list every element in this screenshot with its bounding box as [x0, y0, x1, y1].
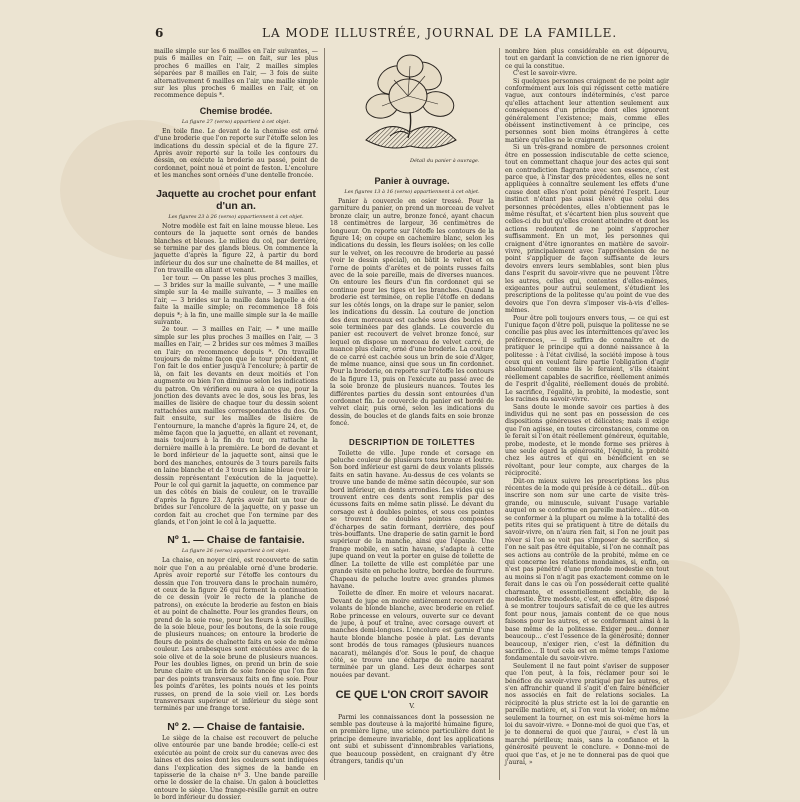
paragraph: maille simple sur les 6 mailles en l'air suivantes, — puis 6 mailles en l'air, — on fait, sur les plus proches 6 mailles en l'air, 2 mailles simples séparées par 8 mailles en l'air, — 3 fois de suite alternativement 6 mailles en l'air, une maille simple sur les plus proches 6 mailles en l'air, et on recommence depuis *. [154, 48, 318, 100]
paragraph: 1er tour. — On passe les plus proches 3 mailles, — 3 brides sur la maille suivante, — * une maille simple sur la 4e maille suivante, — 3 mailles en l'air, — 3 brides sur la maille dans laquelle a été faite la maille simple; on recommence 18 fois depuis *; à la fin, une maille simple sur la 4e maille suivante. [154, 274, 318, 326]
section-title-panier: Panier à ouvrage. [374, 176, 450, 186]
left-column [154, 48, 318, 802]
paragraph: Si un très-grand nombre de personnes croient être en possession indiscutable de cette science, tout en commettant chaque jour des actes qui sont en contradiction flagrante avec son essence, c'est parce que, à l'instar des précédentes, elles ne sont appliquées à connaître seulement les effets d'une cause dont elles n'ont point pénétré l'esprit. Leur instinct n'étant pas aussi élevé que celui des personnes précédentes, elles n'obtiennent pas le même résultat, et s'écartent bien plus souvent que celles-ci du but qu'elles croient atteindre et dont les actions redoutent de ne point s'approcher suffisamment. En un mot, les personnes qui craignent d'être ignorantes en matière de savoir-vivre, principalement avec l'appréhension de ne point s'appliquer de façon suffisante de leurs devoirs envers leurs semblables, sont bien plus dans l'esprit du savoir-vivre que ne peuvent l'être les autres, celles qui, contentes d'elles-mêmes, exigeantes pour autrui seulement, s'étudient les prescriptions de la politesse qu'au point de vue des devoirs que l'on devra s'imposer vis-à-vis d'elles-mêmes. [505, 144, 669, 315]
paragraph: Toilette de ville. Jupe ronde et corsage en peluche couleur de plusieurs tons bronze et loutre. Son bord inférieur est garni de deux volants plissés faits en satin havane. Au-dessus de ces volants se trouve une bande de même satin découpée, sur son bord inférieur, en dents arrondies. Les vides qui se trouvent entre ces dents sont remplis par des écussons faits en même satin plissé. Le devant du corsage est à doubles pointes, et sous ces pointes se trouvent de doubles pointes composées d'écharpes de satin formant, derrière, des pouf très-bouffants. Une draperie de satin garnit le bord supérieur de la manche, ainsi que l'épaule. Une frange mobile, en satin havane, s'adapte à cette jupe quand on veut la porter en guise de toilette de dîner. La toilette de ville est complétée par une grande visite en peluche loutre, bordée de fourrure. Chapeau de peluche loutre avec grandes plumes havane. [330, 449, 494, 590]
paragraph: Toilette de dîner. En moire et velours nacarat. Devant de jupe en moire entièrement recouvert de volants de blonde blanche, avec broderie en relief. Robe princesse en velours, ouverte sur ce devant de jupe, à pouf et traîne, avec corsage ouvert et manches demi-longues. L'encolure est garnie d'une haute blonde blanche posée à plat. Les devants sont brodés de tous ramages (plusieurs nuances nacarat), mélangés d'or. Sous le pouf, de chaque côté, se trouve une écharpe de moire nacarat terminée par un gland. Les deux écharpes sont nouées par devant. [330, 590, 494, 679]
basket-detail-illustration [330, 48, 494, 170]
column-rule [499, 48, 500, 780]
paragraph: Pour être poli toujours envers tous, — ce qui est l'unique façon d'être poli, puisque la politesse ne se concilie pas plus avec les intermittences qu'avec les préférences, — il suffira de connaître et de pratiquer le principe qui a donné naissance à la politesse : à l'état civilisé, la société impose à tous ceux qui en veulent faire partie l'obligation d'agir absolument comme ils le feraient, s'ils étaient réellement capables de sacrifice, réellement animés de l'esprit d'égalité, réellement doués de probité. Le sacrifice, l'égalité, la probité, la modestie, sont les racines du savoir-vivre. [505, 314, 669, 404]
illustration-caption: Détail du panier à ouvrage. [410, 158, 480, 164]
page-number: 6 [155, 26, 164, 40]
section-title-chaise-1: Nº 1. — Chaise de fantaisie. [167, 534, 305, 547]
figure-caption: La figure 27 (verso) appartient à cet objet. [181, 118, 291, 125]
middle-column [330, 48, 494, 783]
section-title-chemise: Chemise brodée. [199, 105, 273, 116]
column-rule [324, 48, 325, 780]
paragraph: Dût-on mieux suivre les prescriptions les plus récentes de la mode qui préside à ce détail... dût-on inscrire son nom sur une carte de visite très-grande, ou minuscule, suivant l'usage variable auquel on se conforme en pareille matière... dût-on se conformer à la plupart ou même à la totalité des petits rites qui se pratiquent à titre de détails du savoir-vivre, on n'aura rien fait, si l'on ne jouit pas rôver si l'on se voit pas s'imposer de sacrifice, si l'on ne sait pas être équitable, si l'on ne connaît pas ses actions au contrôle de la probité, même en ce qui concerne les relations mondaines, si, enfin, on n'est pas pénétré d'une profonde modestie en tout au moins si l'on n'agit pas exactement comme on le ferait dans le cas où l'on posséderait cette qualité charmante, et essentiellement sociable, de la modestie. Être modeste, c'est, en effet, être disposé à se montrer toujours satisfait de ce que les autres font pour nous, jamais content de ce que nous faisons pour les autres, et se conformant ainsi à la base même de la politesse. Exiger peu... donner beaucoup... c'est l'essence de la générosité; donner beaucoup, n'exiger rien, c'est la définition du sacrifice... Il tout cela est en même temps l'axiome fondamentale du savoir-vivre. [505, 477, 669, 663]
figure-caption: Les figures 23 à 26 (verso) appartiennent à cet objet. [168, 213, 304, 220]
paragraph: 2e tour. — 3 mailles en l'air, — * une maille simple sur les plus proches 3 mailles en l'air, — 3 mailles en l'air, — 2 brides sur ces mêmes 3 mailles en l'air; on recommence depuis *. On travaille toujours de même façon que le tour précédent, et l'on fait le dos entier jusqu'à l'encolure; à partir de là, on fait les devants en deux moitiés et l'on augmente ou bien l'on diminue selon les indications du patron. On vérifiera ou aura à ce que, pour la jonction des devants avec le dos, sous les bras, les mailles de lisière de chaque tour du dessin soient rattachées aux mailles correspondantes du dos. On fait ensuite, sur les mailles de lisière de l'entournure, la manche d'après la figure 24, et, de même façon que la jaquette, en allant et revenant, mais toujours à la fin du tour, on rattache la dernière maille à la première. Le bord de devant et le bord inférieur de la jaquette sont, ainsi que le bord des manches, entourés de 3 tours pareils faits en laine blanche et de 3 tours en laine bleue (voir le dessin représentant l'exécution de la jaquette). Pour le col qui garnit la jaquette, on commence par un des côtés en biais de couleur, on le travaille d'après la figure 23. Après avoir fait un tour de brides sur l'encolure de la jaquette, on y passe un cordon fait au crochet que l'on termine par des glands, et l'on joint le col à la jaquette. [154, 326, 318, 526]
paragraph: Notre modèle est fait en laine mousse bleue. Les contours de la jaquette sont ornés de bandes blanches et bleues. Le milieu du col, par derrière, se termine par des glands bleus. On commence la jaquette d'après la figure 22, à partir du bord inférieur du dos sur une chaînette de 84 mailles, et l'on travaille en allant et venant. [154, 222, 318, 275]
section-title-savoir: CE QUE L'ON CROIT SAVOIR [335, 689, 489, 702]
paragraph: Parmi les connaissances dont la possession ne semble pas douteuse à la majorité humaine figure, en première ligne, une science particulière dont le principe demeure invariable, dont les applications ont subi et subissent d'innombrables variations, que beaucoup possèdent, en craignant d'y être étrangers, tandis qu'un [330, 713, 494, 766]
journal-title: LA MODE ILLUSTRÉE, JOURNAL DE LA FAMILLE. [262, 26, 618, 40]
paragraph: Seulement il ne faut point s'aviser de supposer que l'on peut, à la fois, réclamer pour soi le bénéfice du savoir-vivre pratiqué par les autres, et s'en affranchir quand il s'agit d'en faire bénéficier nos associés en fait de relations sociales. La réciprocité la plus stricte est la loi de garantie en pareille matière, et, si l'on veut la violer, on même seulement la tourner, on est mis soi-même hors la loi du savoir-vivre. « Donne-moi de quoi que t'as, et je te donnerai de quoi que j'aurai, » c'est là un marché périlleux; mais, sans la confiance et la générosité peuvent le conclure. « Donne-moi de quoi que t'as, et je ne te donnerai pas de quoi que j'aurai, » [505, 662, 669, 766]
paragraph: Sans doute le monde savoir ces parties à des individus qui ne sont pas en possession de ces dispositions généreuses et délicates; mais il exige que l'on agisse, en toutes circonstances, comme on le ferait si l'on était réellement généreux, équitable, probe, modeste, et le monde forme ses prières à une seule égard la générosité, l'équité, la probité chez les autres et qui en bénéficient en se révoltant, pour leur compte, aux charges de la réciprocité. [505, 403, 669, 478]
chapter-number: V. [409, 702, 415, 711]
section-title-jaquette: Jaquette au crochet pour enfant d'un an. [156, 187, 316, 212]
section-title-toilettes: DESCRIPTION DE TOILETTES [348, 437, 476, 447]
page-header [0, 26, 800, 42]
paragraph: Le siège de la chaise est recouvert de peluche olive entourée par une bande brodée; celle-ci est exécutée au point de croix sur du canevas avec des laines et des soies dont les couleurs sont indiquées dans l'explication des signes de la bande en tapisserie de la chaise nº 3. Une bande pareille orne le dossier de la chaise. Un galon à bouclettes entoure le siège. Une frange-résille garnit en outre le bord inférieur du dossier. [154, 734, 318, 802]
right-column [505, 48, 669, 783]
paragraph: C'est le savoir-vivre. [513, 70, 578, 78]
floral-embroidery-icon [330, 48, 494, 170]
paragraph: Si quelques personnes craignent de ne point agir conformément aux lois qui régissent cette matière vague, aux contours indéterminés, c'est parce qu'elles attachent leur attention seulement aux conséquences d'un principe dont elles ignorent généralement l'existence; mais, comme elles obéissent instinctivement à ce principe, ces personnes sont bien moins étrangères à cette matière qu'elles ne le craignent. [505, 77, 669, 144]
figure-caption: La figure 26 (verso) appartient à cet objet. [181, 548, 291, 555]
paragraph: nombre bien plus considérable en est dépourvu, tout en gardant la conviction de ne rien ignorer de ce qui la constitue. [505, 48, 669, 70]
paragraph: La chaise, en noyer ciré, est recouverte de satin noir que l'on a au préalable orné d'une broderie. Après avoir reporté sur l'étoffe les contours du dessin que l'on trouvera dans le prochain numéro, et ceux de la figure 26 qui forment la continuation de ce dessin (voir le recto de la planche de patrons), on exécute la broderie au feston en biais et au point de chaînette. Pour les grandes fleurs, on prend de la soie rose, pour les fleurs à six feuilles, de la soie bleue, pour les boutons, de la soie rouge de plusieurs nuances; on entoure la broderie de fleurs de points de chaînette faits en soie de même couleur. Les arabesques sont exécutées avec de la soie olive et de la soie brune de plusieurs nuances. Pour les doubles lignes, on prend un brin de soie brune claire et un brin de soie foncée que l'on fixe par des points transversaux faits en fine soie. Pour les points d'arêtes, les points noués et les points russes, on prend de la soie vieil or. Les bords transversaux supérieur et inférieur du siège sont terminés par une frange torse. [154, 557, 318, 713]
paragraph: Panier à couvercle en osier tressé. Pour la garniture du panier, on prend un morceau de velvet bronze clair, un autre, bronze foncé, ayant chacun 18 centimètres de largeur, 36 centimètres de longueur. On reporte sur l'étoffe les contours de la figure 14; on coupe en cachemire blanc, selon les indications du dessin, les fleurs isolées; on les colle sur le velvet, on les recouvre de broderie au passé (voir le dessin spécial), on bâtit le velvet et on l'orne de points d'arêtes et de points russes faits avec de la soie pareille, mais de diverses nuances. On entoure les fleurs d'un fin cordonnet qui se continue pour les tiges et les branches. Quand la broderie est terminée, on replie l'étoffe en dedans sur les côtés longs, on la drape sur le panier, selon les indications du dessin. La couture de jonction des deux morceaux est cachée sous des boules en soie terminées par des glands. Le couvercle du panier est recouvert de velvet bronze foncé, sur lequel on dispose un morceau de velvet carré, de nuance plus claire, orné d'une broderie. La couture de ce carré est cachée sous un brin de soie d'Alger, de même nuance, ainsi que sous un fin cordonnet. Pour la broderie, on reporte sur l'étoffe les contours de la figure 13, puis on l'exécute au passé avec de la soie bronze de plusieurs nuances. Toutes les différentes parties du dessin sont entourées d'un cordonnet fin. Le couvercle du panier est bordé de velvet clair, puis orné, selon les indications du dessin, de boucles et de glands faits en soie bronze foncé. [330, 198, 494, 428]
figure-caption: Les figures 13 à 16 (verso) appartiennent à cet objet. [344, 189, 480, 195]
paragraph: En toile fine. Le devant de la chemise est orné d'une broderie que l'on reporte sur l'étoffe selon les indications du dessin spécial et de la figure 27. Après avoir reporté sur la toile les contours du dessin, on exécute la broderie au passé, point de cordonnet, point noué et point de feston. L'encolure et les manches sont ornées d'une dentelle froncée. [154, 127, 318, 180]
section-title-chaise-2: Nº 2. — Chaise de fantaisie. [167, 720, 305, 733]
